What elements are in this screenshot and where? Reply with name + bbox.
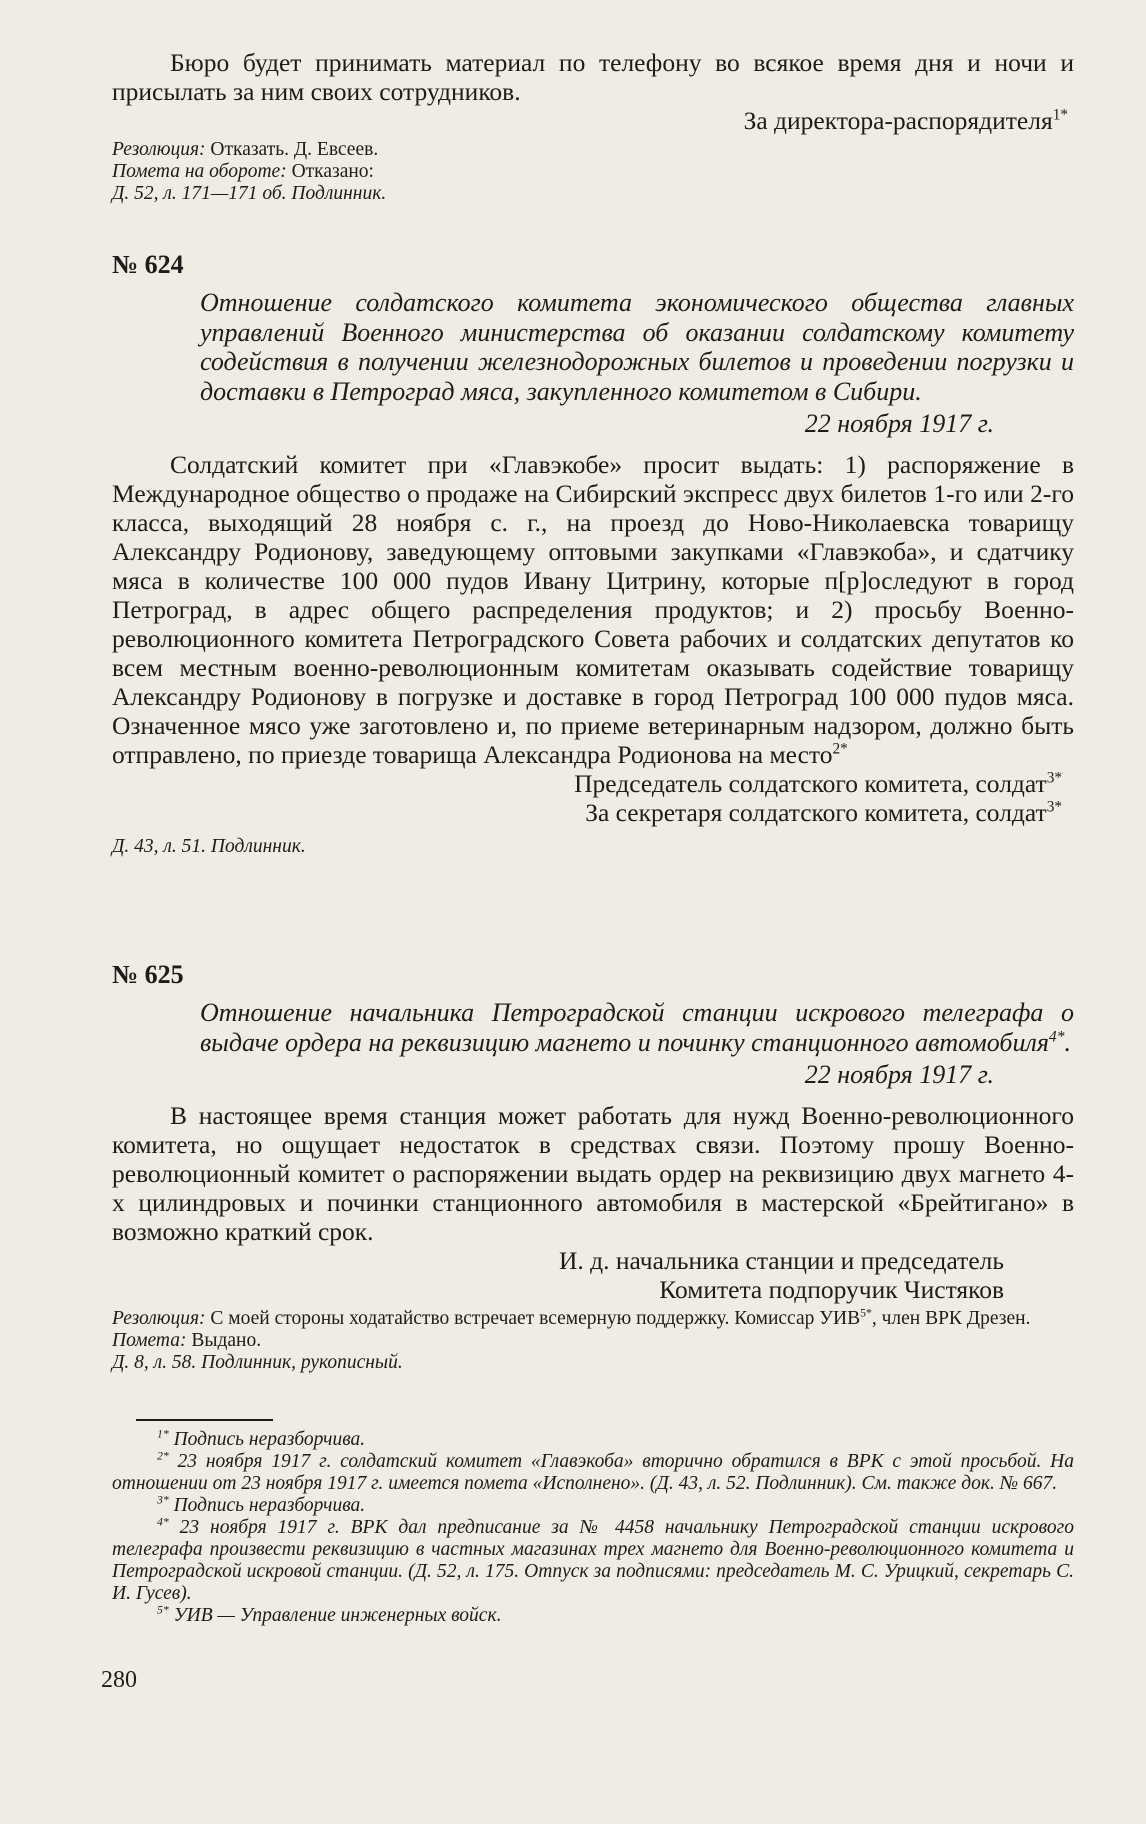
doc-625-pometa: Помета: Выдано. <box>112 1330 262 1351</box>
doc-625-number: № 625 <box>112 960 184 989</box>
footnote-3: $^{3*}$ Подпись неразборчива. <box>157 1493 366 1516</box>
footnote-5: $^{5*}$ УИВ — Управление инженерных войск. <box>157 1603 502 1626</box>
top-pometa: Помета на обороте: Отказано: <box>112 161 374 182</box>
doc-625-signature-line-1: И. д. начальника станции и председатель <box>558 1246 1004 1275</box>
top-paragraph: Бюро будет принимать материал по телефону во всякое время дня и ночи и присылать за ним своих сотрудников. <box>112 48 1074 106</box>
document-625 <box>112 960 1074 1374</box>
document-624 <box>112 250 1074 858</box>
page-number: 280 <box>101 1667 137 1693</box>
doc-625-heading: Отношение начальника Петроградской станции искрового телеграфа о выдаче ордера на реквизицию магнето и починку станционного автомобиля$^{4*}$. <box>200 998 1074 1057</box>
footnote-4: $^{4*}$ 23 ноября 1917 г. ВРК дал предписание за № 4458 начальнику Петроградской станции искрового телеграфа произвести реквизицию в частных магазинах трех магнето для Военно-революционного комитета и Петроградской искровой станции. (Д. 52, л. 175. Отпуск за подписями: председатель М. С. Урицкий, секретарь С. И. Гусев). <box>112 1515 1074 1604</box>
doc-624-number: № 624 <box>112 250 184 279</box>
doc-625-date: 22 ноября 1917 г. <box>804 1060 994 1089</box>
doc-625-resolution: Резолюция: С моей стороны ходатайство встречает всемерную поддержку. Комиссар $УИВ^{5*}$, член ВРК Дрезен. <box>112 1306 1031 1329</box>
top-signature: За директора-распорядителя$^{1*}$ <box>743 106 1068 135</box>
top-archive-ref: Д. 52, л. 171—171 об. Подлинник. <box>112 183 387 204</box>
doc-625-signature-line-2: Комитета подпоручик Чистяков <box>659 1275 1004 1304</box>
footnotes <box>112 1429 1074 1627</box>
footnote-2: $^{2*}$ 23 ноября 1917 г. солдатский комитет «Главэкоба» вторично обратился в ВРК с этой просьбой. На отношении от 23 ноября 1917 г. имеется помета «Исполнено». (Д. 43, л. 52. Подлинник). См. также док. № 667. <box>112 1449 1074 1494</box>
doc-624-archive-ref: Д. 43, л. 51. Подлинник. <box>112 836 306 857</box>
top-fragment <box>112 48 1074 205</box>
doc-624-signature-chairman: Председатель солдатского комитета, солдат$^{3*}$ <box>574 769 1062 798</box>
doc-625-body: В настоящее время станция может работать для нужд Военно-революционного комитета, но ощущает недостаток в средствах связи. Поэтому прошу Военно-революционный комитет о распоряжении выдать ордер на реквизицию двух магнето 4-х цилиндровых и починки станционного автомобиля в мастерской «Брейтигано» в возможно краткий срок. <box>112 1101 1074 1246</box>
footnote-1: $^{1*}$ Подпись неразборчива. <box>157 1427 366 1450</box>
doc-625-archive-ref: Д. 8, л. 58. Подлинник, рукописный. <box>112 1352 403 1373</box>
doc-624-date: 22 ноября 1917 г. <box>804 409 994 438</box>
doc-624-body: Солдатский комитет при «Главэкобе» просит выдать: 1) распоряжение в Международное общество о продаже на Сибирский экспресс двух билетов 1-го или 2-го класса, выходящий 28 ноября с. г., на проезд до Ново-Николаевска товарищу Александру Родионову, заведующему оптовыми закупками «Главэкоба», и сдатчику мяса в количестве 100 000 пудов Ивану Цитрину, которые п[р]оследуют в город Петроград, в адрес общего распределения продуктов; и 2) просьбу Военно-революционного комитета Петроградского Совета рабочих и солдатских депутатов ко всем местным военно-революционным комитетам оказывать содействие товарищу Александру Родионову в погрузке и доставке в город Петроград 100 000 пудов мяса. Означенное мясо уже заготовлено и, по приеме ветеринарным надзором, должно быть отправлено, по приезде товарища Александра Родионова на место$^{2*}$ <box>112 450 1074 769</box>
doc-624-signature-secretary: За секретаря солдатского комитета, солдат$^{3*}$ <box>585 798 1062 827</box>
doc-624-heading: Отношение солдатского комитета экономического общества главных управлений Военного министерства об оказании солдатскому комитету содействия в получении железнодорожных билетов и проведении погрузки и доставки в Петроград мяса, закупленного комитетом в Сибири. <box>200 288 1074 406</box>
top-resolution: Резолюция: Отказать. Д. Евсеев. <box>112 139 379 160</box>
footnote-divider <box>136 1419 273 1421</box>
